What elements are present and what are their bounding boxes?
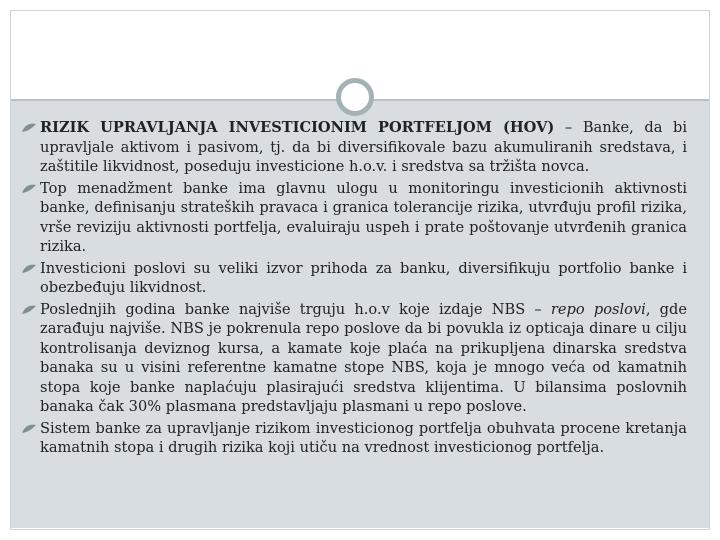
bullet-item-system [21, 419, 687, 458]
leaf-bullet-icon [21, 423, 37, 435]
circle-ornament-icon [336, 78, 374, 116]
bullet-list [21, 118, 687, 460]
bullet-text: – Banke, da bi upravljale aktivom i pasivom, tj. da bi diversifikovale bazu akumuliranih sredstava, i zaštitile likvidnost, poseduju investicione h.o.v. i sredstva sa tržišta novca. [40, 119, 687, 175]
bullet-item-repo [21, 300, 687, 417]
leaf-bullet-icon [21, 183, 37, 195]
leaf-bullet-icon [21, 122, 37, 134]
bullet-italic: repo poslovi [550, 300, 646, 318]
bullet-item-management [21, 179, 687, 257]
bullet-text: Investicioni poslovi su veliki izvor prihoda za banku, diversifikuju portfolio banke i obezbeđuju likvidnost. [40, 259, 687, 296]
bullet-text: Poslednjih godina banke najviše trguju h.o.v koje izdaje NBS – [40, 300, 551, 318]
bullet-item-risk [21, 118, 687, 177]
bullet-text: Sistem banke za upravljanje rizikom investicionog portfelja obuhvata procene kretanja kamatnih stopa i drugih rizika koji utiču na vrednost investicionog portfelja. [40, 419, 687, 456]
leaf-bullet-icon [21, 304, 37, 316]
bullet-lead: RIZIK UPRAVLJANJA INVESTICIONIM PORTFELJOM (HOV) [40, 119, 555, 136]
bullet-text: Top menadžment banke ima glavnu ulogu u monitoringu investicionih aktivnosti banke, definisanju strateških pravaca i granica tolerancije rizika, utvrđuju profil rizika, vrše reviziju aktivnosti portfelja, evaluiraju uspeh i prate poštovanje utvrđenih granica rizika. [40, 179, 687, 255]
bullet-item-income [21, 259, 687, 298]
bullet-text: , gde zarađuju najviše. NBS je pokrenula repo poslove da bi povukla iz opticaja dinare u cilju kontrolisanja deviznog kursa, a kamate koje plaća na prikupljena dinarska sredstva banaka su u visini referentne kamatne stope NBS, koja je mnogo veća od kamatnih stopa koje banke naplaćuju plasirajući sredstva klijentima. U bilansima poslovnih banaka čak 30% plasmana predstavljaju plasmani u repo poslove. [40, 300, 687, 415]
leaf-bullet-icon [21, 263, 37, 275]
